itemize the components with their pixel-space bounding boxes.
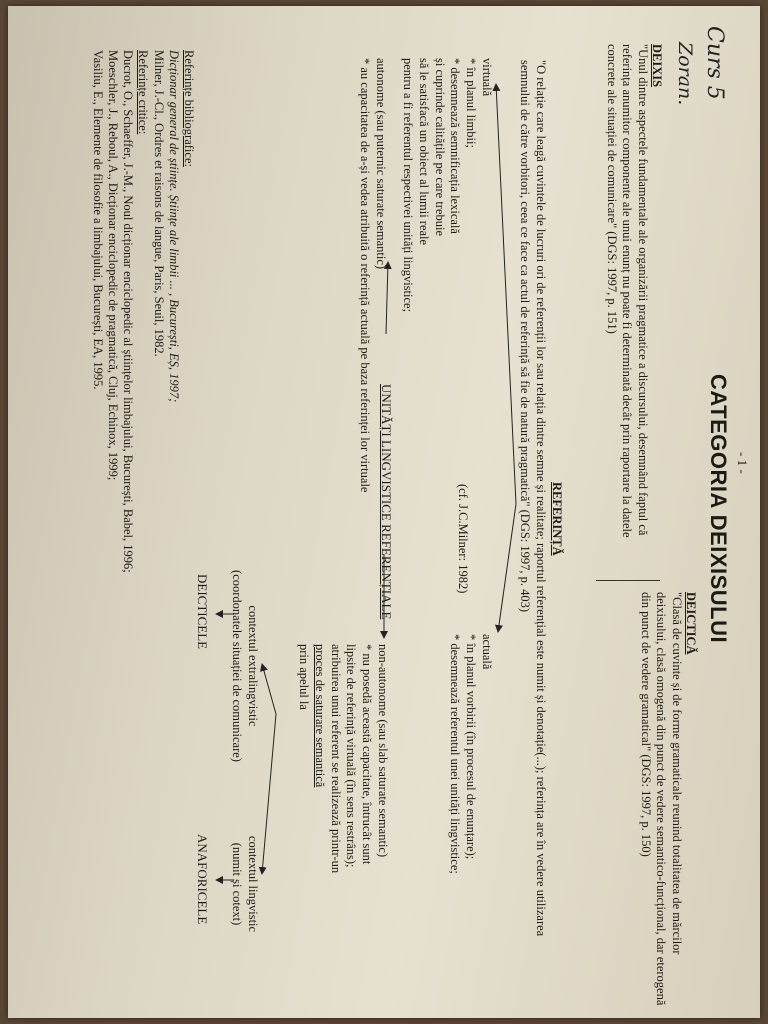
virtuala-item: * desemnează semnificația lexicală bbox=[448, 58, 463, 234]
context-extra-line2: (coordonatele situației de comunicare) bbox=[230, 570, 245, 762]
deictica-definition: "Clasă de cuvinte și de forme gramaticale reunind totalitatea de mărcilor deixisului, clasă omogenă din punct de vedere semantico-funcțional, dar eterogenă din punct de vedere gramatical" (DGS: 1997, p. 150) bbox=[638, 592, 684, 1006]
referinte-heading: Referințe bibliografice: bbox=[182, 50, 196, 167]
referinte-item: Milner, J.-Cl., Ordres et raisons de langue, Paris, Seuil, 1982. bbox=[152, 50, 166, 357]
non-autonome-label: non-autonome (sau slab saturate semantic) bbox=[376, 644, 390, 858]
non-autonome-line: proces de saturare semantică bbox=[313, 644, 328, 788]
arrow-to-context-extra bbox=[262, 664, 276, 714]
arrow-to-virtuala bbox=[496, 84, 516, 504]
actuala-item: * în planul vorbirii (în procesul de enunțare); bbox=[464, 634, 478, 860]
critice-item: Ducrot, O., Schaeffer, J.-M., Noul dicționar enciclopedic al științelor limbajului, București, Babel, 1996; bbox=[121, 50, 135, 573]
deictica-heading: DEICTICĂ bbox=[684, 592, 698, 655]
arrow-to-autonome bbox=[386, 262, 388, 334]
non-autonome-line: atribuirea unui referent se realizează printr-un bbox=[328, 644, 343, 874]
page-number: - 1 - bbox=[735, 452, 750, 474]
autonome-label: autonome (sau puternic saturate semantic) bbox=[374, 58, 388, 270]
arrow-to-actuala bbox=[498, 504, 516, 632]
actuala-item: * desemnează referentul unei unități lingvistice; bbox=[448, 634, 463, 874]
deixis-definition: "Unul dintre aspectele fundamentale ale organizării pragmatice a discursului, desemnând faptul că referința anumitor componente ale unui enunț nu poate fi determinată decât prin raportare la datele concrete ale situației de comunicare" (DGS: 1997, p. 151) bbox=[604, 44, 650, 538]
context-lingvistic bbox=[229, 814, 260, 954]
page-title: CATEGORIA DEIXISULUI bbox=[706, 374, 731, 644]
referinta-definition: "O relație care leagă cuvintele de lucruri ori de referenții lor sau relația dintre semne și realitate; raportul referențial este numit și denotație(...); referința are în vedere utilizarea semnului de către vorbitori, ceea ce face ca actul de referință să fie de natură pragmatică" (DGS: 1997, p. 403) bbox=[518, 60, 548, 937]
context-extralingvistic bbox=[229, 526, 260, 806]
context-ling-line2: (numit și cotext) bbox=[230, 842, 245, 926]
deixis-heading: DEIXIS bbox=[650, 44, 664, 88]
autonome-item: * au capacitatea de a-și vedea atribuită o referință actuală pe baza referinței lor virtuale bbox=[358, 58, 372, 493]
handwritten-note-line1: Curs 5 bbox=[702, 26, 727, 100]
critice-item: Vasiliu, E., Elemente de filosofie a limbajului, București, EA, 1995. bbox=[91, 50, 105, 390]
non-autonome-line: * nu posedă această capacitate, întrucât sunt bbox=[360, 644, 374, 865]
virtuala-item: și cuprinde calitățile pe care trebuie bbox=[432, 58, 447, 237]
unitati-heading: UNITĂȚI LINGVISTICE REFERENȚIALE bbox=[379, 384, 394, 620]
actuala-items bbox=[447, 634, 478, 1004]
rotated-page bbox=[21, 14, 756, 1014]
context-ling-line1: contextul lingvistic bbox=[246, 835, 260, 933]
deicticele-label: DEICTICELE bbox=[195, 574, 210, 650]
document-sheet bbox=[8, 6, 760, 1018]
anaforicele-label: ANAFORICELE bbox=[195, 834, 210, 925]
referinta-heading: REFERINȚĂ bbox=[550, 482, 564, 556]
non-autonome-line: lipsite de referință virtuală (în sens restrâns); bbox=[344, 644, 359, 868]
non-autonome-line: prin apelul la bbox=[297, 644, 312, 710]
critice-heading: Referințe critice: bbox=[136, 50, 150, 135]
critice-item: Moeschler, J., Reboul, A., Dicționar enciclopedic de pragmatică, Cluj, Echinox, 1999; bbox=[106, 50, 120, 481]
virtuala-item: pentru a fi referentul respectivei unități lingvistice; bbox=[401, 58, 416, 313]
arrow-to-context-ling bbox=[262, 714, 276, 874]
virtuala-item: să le satisfacă un obiect al lumii reale bbox=[417, 58, 432, 246]
virtuala-items bbox=[400, 58, 478, 388]
actuala-label: actuală bbox=[480, 634, 494, 670]
milner-citation: (cf. J.C.Milner: 1982) bbox=[456, 484, 470, 594]
referinte-item: Dicționar general de științe. Științe ale limbii ... , București, EȘ, 1997; bbox=[167, 50, 181, 403]
context-extra-line1: contextul extralingvistic bbox=[246, 605, 260, 727]
non-autonome-lines bbox=[296, 644, 374, 1004]
handwritten-note-line2: Zoran. bbox=[674, 42, 696, 106]
virtuala-item: * în planul limbii; bbox=[464, 58, 478, 148]
virtuala-label: virtuală bbox=[480, 58, 494, 97]
